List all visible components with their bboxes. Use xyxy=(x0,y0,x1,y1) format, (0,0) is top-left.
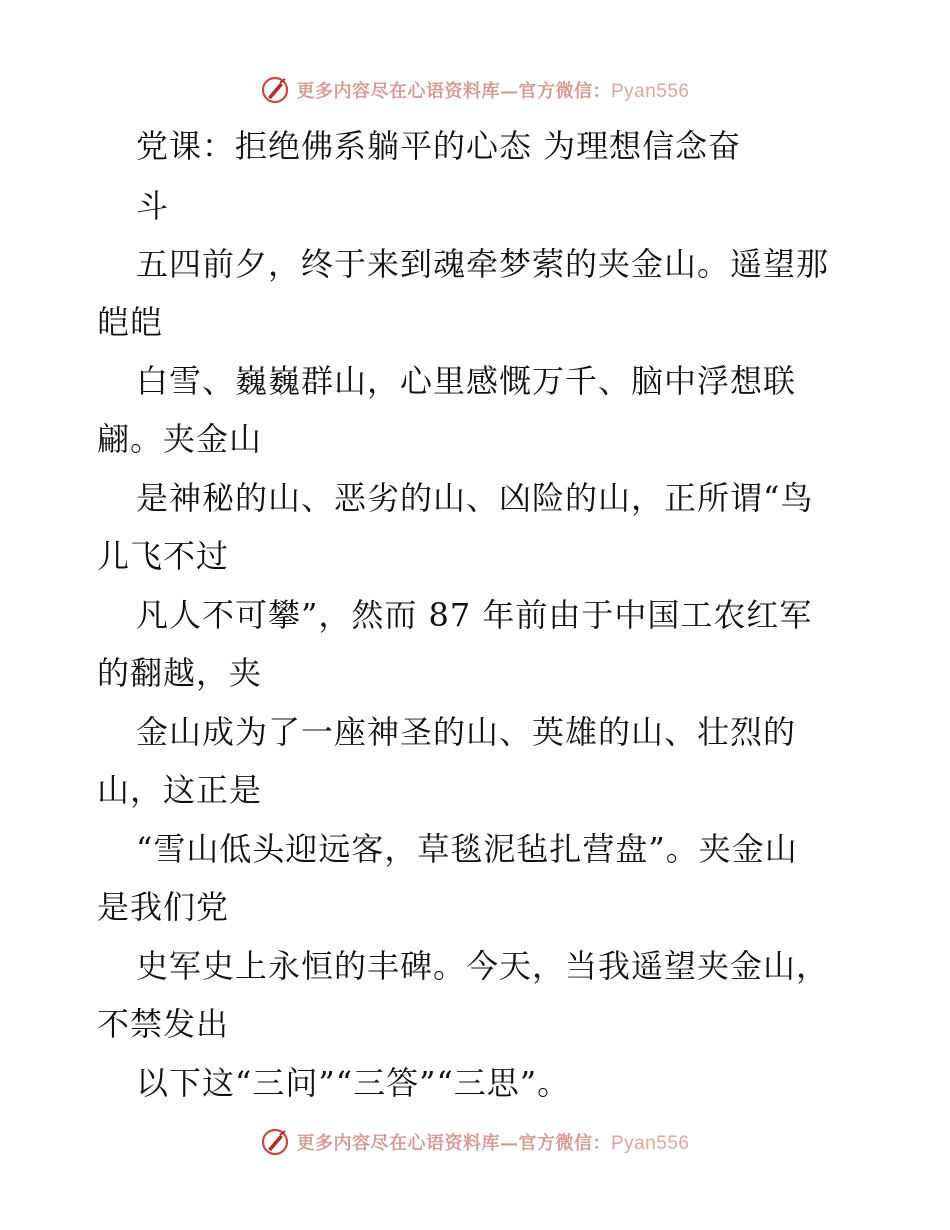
paragraph-line: 的翻越，夹 xyxy=(97,654,263,692)
quill-logo-icon xyxy=(260,1127,290,1157)
header-watermark xyxy=(0,72,950,108)
watermark-text: 更多内容尽在心语资料库—官方微信：Pyan556 xyxy=(296,81,690,102)
watermark-wechat-id: Pyan556 xyxy=(610,81,690,102)
watermark-text: 更多内容尽在心语资料库—官方微信：Pyan556 xyxy=(296,1133,690,1154)
paragraph-line: 不禁发出 xyxy=(97,1005,230,1043)
paragraph-line: 是神秘的山、恶劣的山、凶险的山，正所谓“鸟 xyxy=(136,479,814,517)
paragraph-line: 五四前夕，终于来到魂牵梦萦的夹金山。遥望那 xyxy=(136,245,830,283)
paragraph-line: 翩。夹金山 xyxy=(97,420,263,458)
title-line-1: 党课：拒绝佛系躺平的心态 为理想信念奋 xyxy=(136,127,742,165)
paragraph-line: 山，这正是 xyxy=(97,771,263,809)
paragraph-line: 儿飞不过 xyxy=(97,537,230,575)
title-line-2: 斗 xyxy=(136,187,170,225)
paragraph-line: 史军史上永恒的丰碑。今天，当我遥望夹金山， xyxy=(136,947,830,985)
paragraph-line: 是我们党 xyxy=(97,888,230,926)
paragraph-line: 白雪、巍巍群山，心里感慨万千、脑中浮想联 xyxy=(136,362,797,400)
paragraph-line: 凡人不可攀”，然而 87 年前由于中国工农红军 xyxy=(136,596,813,634)
footer-watermark xyxy=(0,1124,950,1160)
paragraph-line: 金山成为了一座神圣的山、英雄的山、壮烈的 xyxy=(136,713,797,751)
watermark-wechat-id: Pyan556 xyxy=(610,1133,690,1154)
quill-logo-icon xyxy=(260,75,290,105)
paragraph-line: 皑皑 xyxy=(97,303,164,341)
paragraph-line: 以下这“三问”“三答”“三思”。 xyxy=(136,1064,571,1102)
paragraph-line: “雪山低头迎远客，草毯泥毡扎营盘”。夹金山 xyxy=(136,830,798,868)
